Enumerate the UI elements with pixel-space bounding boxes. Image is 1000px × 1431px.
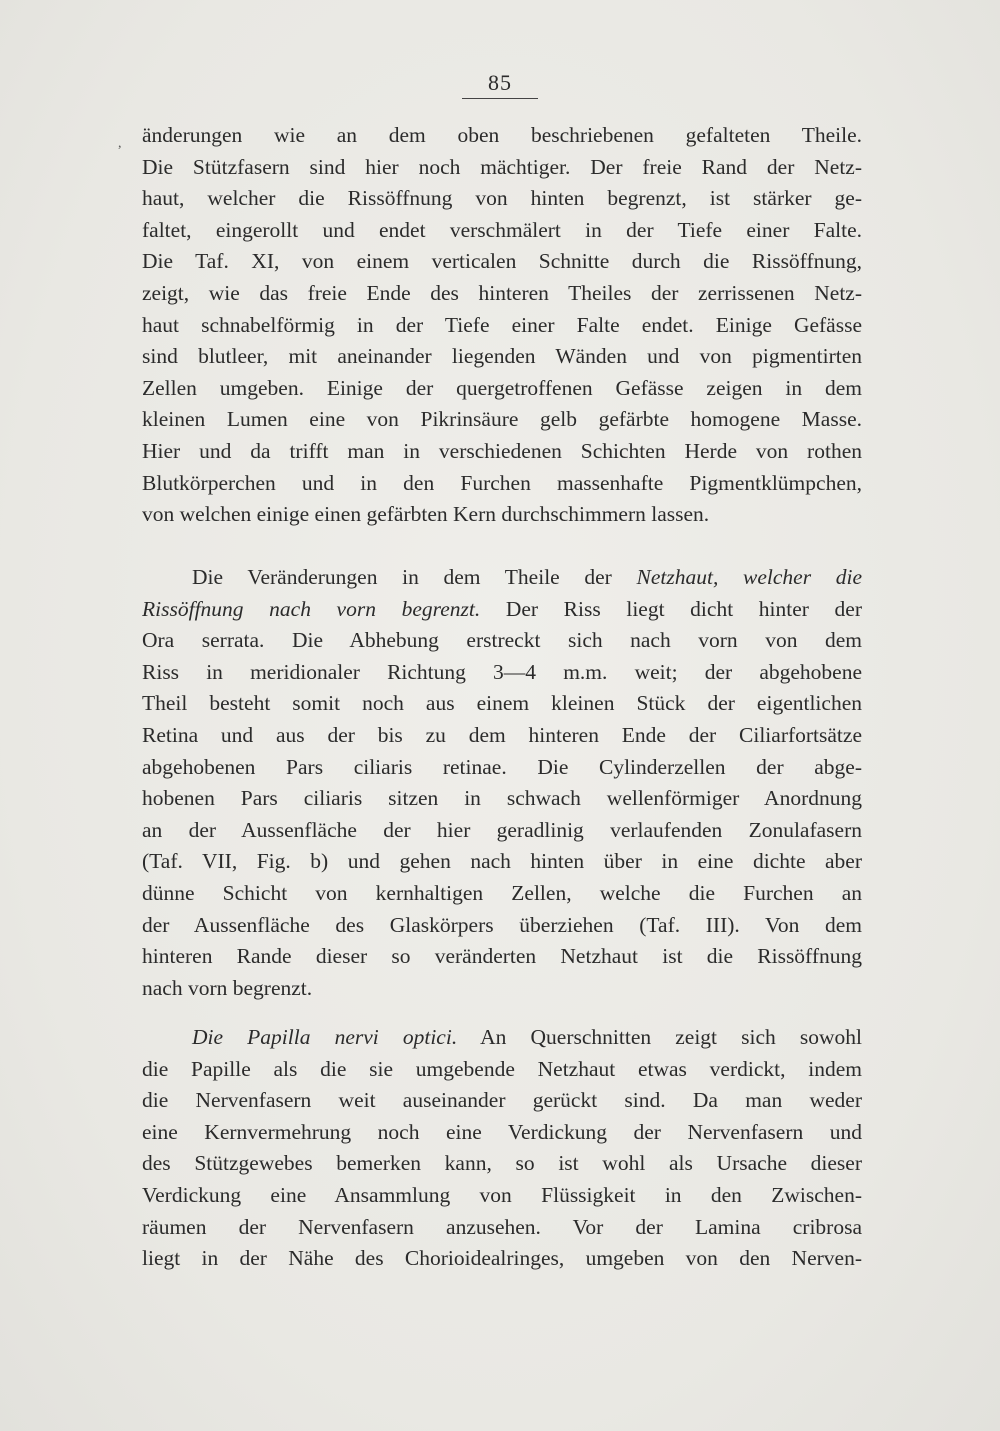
text-line	[142, 594, 862, 626]
text-italic: Die Papilla nervi optici.	[192, 1025, 458, 1049]
text-line: sind blutleer, mit aneinander liegenden Wänden und von pigmentirten	[142, 344, 862, 369]
text-line: Theil besteht somit noch aus einem kleinen Stück der eigentlichen	[142, 691, 862, 716]
text-line: haut, welcher die Rissöffnung von hinten begrenzt, ist stärker ge-	[142, 186, 862, 211]
text-line: Die Stützfasern sind hier noch mächtiger. Der freie Rand der Netz-	[142, 154, 862, 179]
text-line: Retina und aus der bis zu dem hinteren Ende der Ciliarfortsätze	[142, 722, 862, 747]
text-line: die Nervenfasern weit auseinander gerückt sind. Da man weder	[142, 1088, 862, 1113]
text-line: Blutkörperchen und in den Furchen massenhafte Pigmentklümpchen,	[142, 470, 862, 495]
text-line: die Papille als die sie umgebende Netzhaut etwas verdickt, indem	[142, 1056, 862, 1081]
text-line: Die Taf. XI, von einem verticalen Schnitte durch die Rissöffnung,	[142, 249, 862, 274]
margin-mark: ,	[118, 136, 122, 151]
text-line: änderungen wie an dem oben beschriebenen gefalteten Theile.	[142, 123, 862, 147]
text-line: faltet, eingerollt und endet verschmälert in der Tiefe einer Falte.	[142, 217, 862, 242]
text-line: des Stützgewebes bemerken kann, so ist wohl als Ursache dieser	[142, 1151, 862, 1176]
text-line: Hier und da trifft man in verschiedenen Schichten Herde von rothen	[142, 438, 862, 463]
text-line: Ora serrata. Die Abhebung erstreckt sich nach vorn von dem	[142, 628, 862, 653]
paragraph-3	[142, 1022, 862, 1275]
text-plain: Die Veränderungen in dem Theile der	[192, 565, 637, 589]
page-number: 85	[488, 70, 512, 95]
page-number-rule	[462, 98, 538, 99]
text-line: Verdickung eine Ansammlung von Flüssigkeit in den Zwischen-	[142, 1182, 862, 1207]
text-line: hinteren Rande dieser so veränderten Netzhaut ist die Rissöffnung	[142, 944, 862, 969]
text-line	[142, 1022, 862, 1054]
text-line: haut schnabelförmig in der Tiefe einer Falte endet. Einige Gefässe	[142, 312, 862, 337]
text-italic: Rissöffnung nach vorn begrenzt.	[142, 596, 481, 621]
text-line: zeigt, wie das freie Ende des hinteren Theiles der zerrissenen Netz-	[142, 280, 862, 305]
text-line: abgehobenen Pars ciliaris retinae. Die Cylinderzellen der abge-	[142, 754, 862, 779]
paragraph-2	[142, 562, 862, 1004]
text-line: eine Kernvermehrung noch eine Verdickung der Nervenfasern und	[142, 1119, 862, 1144]
text-plain: An Querschnitten zeigt sich sowohl	[457, 1025, 862, 1049]
text-plain: Der Riss liegt dicht hinter der	[480, 596, 862, 621]
text-line: Riss in meridionaler Richtung 3—4 m.m. weit; der abgehobene	[142, 659, 862, 684]
text-line: an der Aussenfläche der hier geradlinig verlaufenden Zonulafasern	[142, 817, 862, 842]
text-line: der Aussenfläche des Glaskörpers überziehen (Taf. III). Von dem	[142, 912, 862, 937]
text-line: liegt in der Nähe des Chorioidealringes, umgeben von den Nerven-	[142, 1246, 862, 1271]
text-line: Zellen umgeben. Einige der quergetroffenen Gefässe zeigen in dem	[142, 375, 862, 400]
text-line: dünne Schicht von kernhaltigen Zellen, welche die Furchen an	[142, 880, 862, 905]
paragraph-1	[142, 120, 862, 531]
text-line: kleinen Lumen eine von Pikrinsäure gelb gefärbte homogene Masse.	[142, 407, 862, 432]
text-line: nach vorn begrenzt.	[142, 975, 313, 1000]
text-line: hobenen Pars ciliaris sitzen in schwach wellenförmiger Anordnung	[142, 786, 862, 811]
text-line: räumen der Nervenfasern anzusehen. Vor der Lamina cribrosa	[142, 1214, 862, 1239]
text-line: von welchen einige einen gefärbten Kern durchschimmern lassen.	[142, 502, 710, 527]
text-line: (Taf. VII, Fig. b) und gehen nach hinten über in eine dichte aber	[142, 849, 862, 874]
text-italic: Netzhaut, welcher die	[636, 565, 862, 589]
text-line	[142, 562, 862, 594]
